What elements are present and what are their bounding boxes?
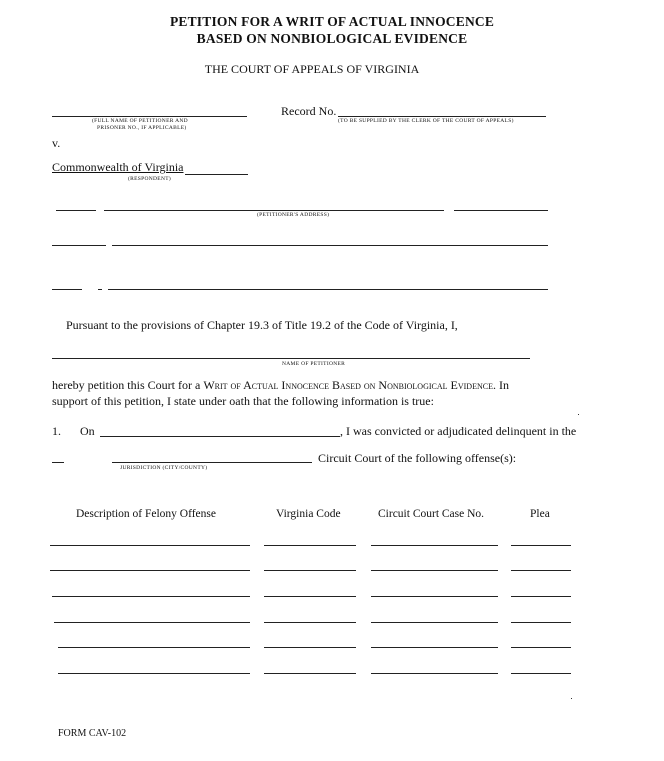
pursuant-text: Pursuant to the provisions of Chapter 19.3 of Title 19.2 of the Code of Virginia, I, [66, 318, 458, 332]
address-line-3b[interactable] [98, 289, 102, 290]
offense-row-2-case[interactable] [371, 570, 498, 571]
offense-row-1-description[interactable] [50, 545, 250, 546]
petitioner-name-line[interactable] [52, 116, 247, 117]
offense-row-6-plea[interactable] [511, 673, 571, 674]
jurisdiction-line-a[interactable] [52, 462, 64, 463]
offense-row-3-code[interactable] [264, 596, 356, 597]
name-caption: NAME OF PETITIONER [282, 361, 346, 367]
offense-row-4-code[interactable] [264, 622, 356, 623]
item1-on: On [80, 424, 95, 438]
petitioner-caption-2: PRISONER NO., IF APPLICABLE) [97, 125, 187, 131]
address-caption: (PETITIONER'S ADDRESS) [257, 212, 330, 218]
address-line-1a[interactable] [56, 210, 96, 211]
speck [571, 698, 572, 699]
offense-row-1-code[interactable] [264, 545, 356, 546]
jurisdiction-line-b[interactable] [112, 462, 312, 463]
form-title-line-1: PETITION FOR A WRIT OF ACTUAL INNOCENCE [169, 14, 495, 29]
offense-row-1-plea[interactable] [511, 545, 571, 546]
speck [578, 414, 579, 415]
offense-row-2-plea[interactable] [511, 570, 571, 571]
address-line-1c[interactable] [454, 210, 548, 211]
record-number-caption: (TO BE SUPPLIED BY THE CLERK OF THE COURT OF APPEALS) [338, 118, 514, 124]
offense-row-5-description[interactable] [58, 647, 250, 648]
record-number-line[interactable] [338, 116, 546, 117]
respondent-line [185, 174, 248, 175]
respondent-caption: (RESPONDENT) [128, 176, 172, 182]
address-line-1b[interactable] [104, 210, 444, 211]
hereby-prefix: hereby petition this Court for a [52, 378, 201, 392]
offense-row-6-code[interactable] [264, 673, 356, 674]
item1-number: 1. [52, 424, 61, 438]
offense-row-3-plea[interactable] [511, 596, 571, 597]
offense-row-1-case[interactable] [371, 545, 498, 546]
column-plea: Plea [530, 508, 550, 520]
hereby-writ-title: Writ of Actual Innocence Based on Nonbiological Evidence. [203, 378, 496, 392]
offense-row-5-code[interactable] [264, 647, 356, 648]
record-number-label: Record No. [281, 104, 337, 118]
offense-row-5-plea[interactable] [511, 647, 571, 648]
address-line-3c[interactable] [108, 289, 548, 290]
offense-row-3-case[interactable] [371, 596, 498, 597]
column-description: Description of Felony Offense [76, 508, 216, 520]
offense-row-5-case[interactable] [371, 647, 498, 648]
address-line-2a[interactable] [52, 245, 106, 246]
petitioner-name-line-2[interactable] [52, 358, 530, 359]
circuit-text: Circuit Court of the following offense(s): [318, 451, 517, 465]
column-virginia-code: Virginia Code [276, 508, 341, 520]
offense-row-3-description[interactable] [52, 596, 250, 597]
respondent-name: Commonwealth of Virginia [52, 160, 184, 174]
support-text: support of this petition, I state under oath that the following information is true: [52, 394, 434, 408]
offense-row-2-description[interactable] [50, 570, 250, 571]
hereby-suffix: In [498, 378, 509, 392]
offense-row-4-plea[interactable] [511, 622, 571, 623]
form-number: FORM CAV-102 [58, 728, 127, 739]
petitioner-caption-1: (FULL NAME OF PETITIONER AND [92, 118, 188, 124]
conviction-date-line[interactable] [100, 436, 340, 437]
offense-row-6-description[interactable] [58, 673, 250, 674]
offense-row-2-code[interactable] [264, 570, 356, 571]
address-line-3a[interactable] [52, 289, 82, 290]
versus-text: v. [52, 136, 61, 150]
address-line-2b[interactable] [112, 245, 548, 246]
offense-row-6-case[interactable] [371, 673, 498, 674]
item1-rest: , I was convicted or adjudicated delinquent in the [340, 424, 577, 438]
offense-row-4-case[interactable] [371, 622, 498, 623]
hereby-text [52, 378, 509, 393]
jurisdiction-caption: JURISDICTION (CITY/COUNTY) [120, 465, 208, 471]
column-case-number: Circuit Court Case No. [378, 508, 485, 520]
offense-row-4-description[interactable] [54, 622, 250, 623]
form-title-line-2: BASED ON NONBIOLOGICAL EVIDENCE [196, 31, 468, 46]
court-name: THE COURT OF APPEALS OF VIRGINIA [204, 62, 420, 76]
